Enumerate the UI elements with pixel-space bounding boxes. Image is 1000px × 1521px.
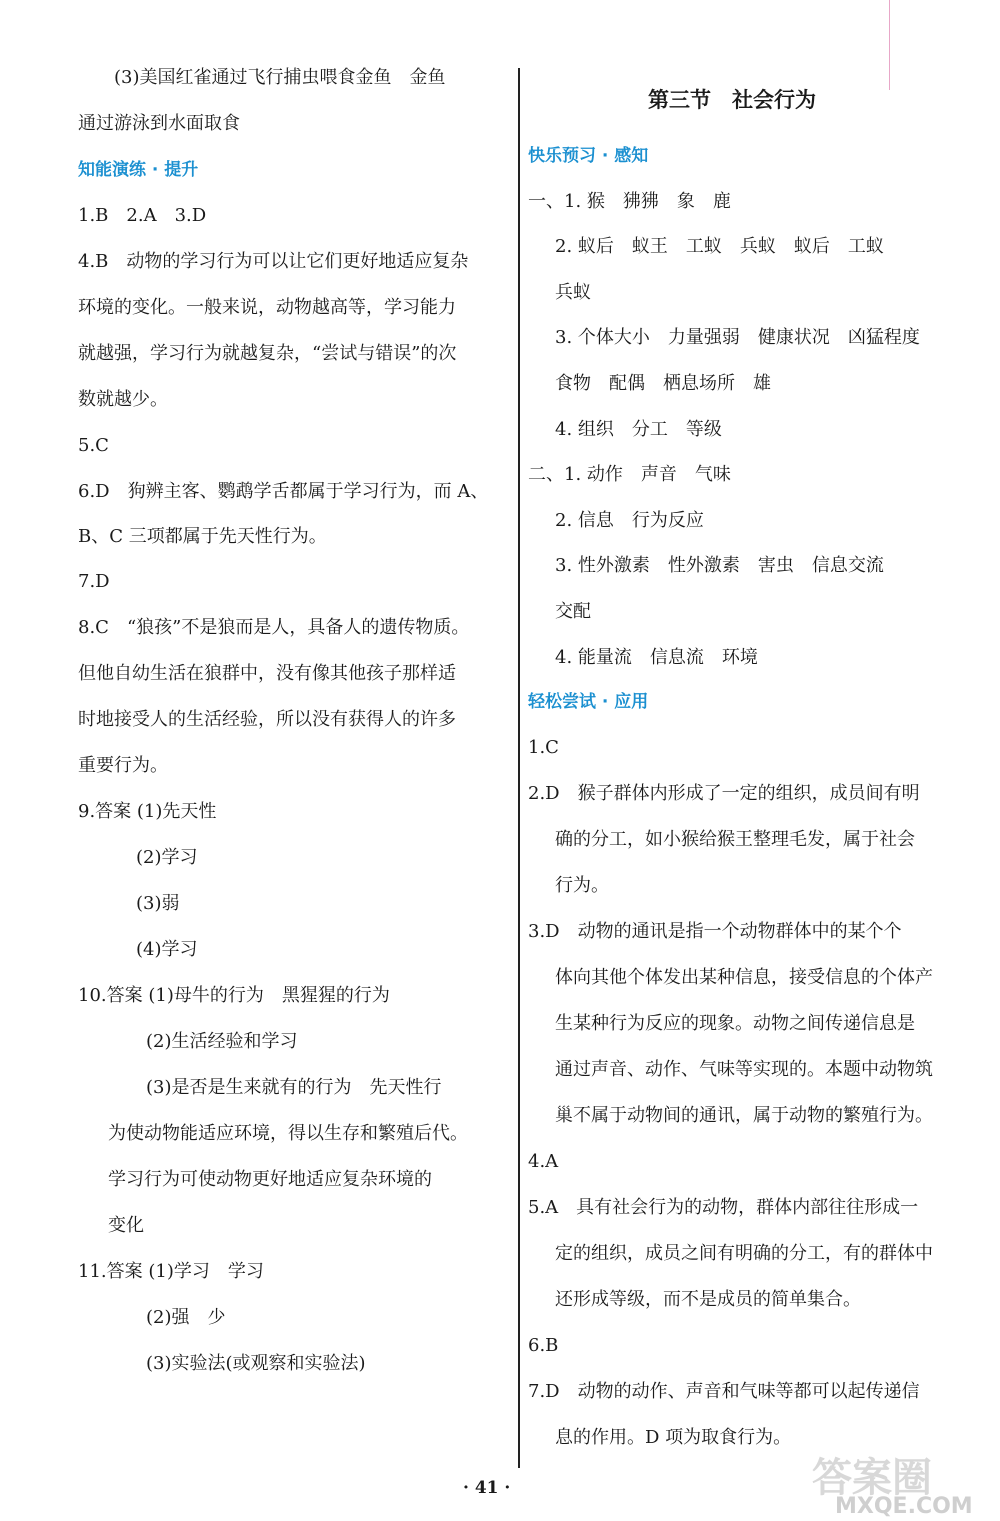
answer-line: 11.答案 (1)学习 学习 [78, 1261, 264, 1282]
answer-line: 4. 组织 分工 等级 [555, 419, 722, 440]
answer-line: 通过游泳到水面取食 [78, 113, 240, 134]
answer-line: 5.A 具有社会行为的动物，群体内部往往形成一 [528, 1197, 919, 1218]
answer-line: 兵蚁 [555, 282, 591, 303]
answer-line: (3)美国红雀通过飞行捕虫喂食金鱼 金鱼 [114, 67, 446, 88]
answer-line: 7.D [78, 571, 110, 592]
answer-line: (3)实验法(或观察和实验法) [146, 1353, 366, 1374]
answer-line: 行为。 [555, 875, 609, 896]
watermark-logo: 答案圈 [812, 1455, 932, 1501]
answer-line: 数就越少。 [78, 389, 168, 410]
answer-line: 学习行为可使动物更好地适应复杂环境的 [108, 1169, 432, 1190]
page-number: · 41 · [463, 1478, 511, 1498]
answer-line: 食物 配偶 栖息场所 雄 [555, 373, 771, 394]
answer-line: 4. 能量流 信息流 环境 [555, 647, 758, 668]
answer-line: 确的分工，如小猴给猴王整理毛发，属于社会 [555, 829, 915, 850]
answer-line: 就越强，学习行为就越复杂，“尝试与错误”的次 [78, 343, 457, 364]
answer-line: 体向其他个体发出某种信息，接受信息的个体产 [555, 967, 933, 988]
section-heading: 轻松尝试 · 应用 [528, 692, 649, 712]
section-heading: 知能演练 · 提升 [78, 160, 199, 180]
answer-line: 6.B [528, 1335, 559, 1356]
answer-line: 变化 [108, 1215, 144, 1236]
answer-line: 但他自幼生活在狼群中，没有像其他孩子那样适 [78, 663, 456, 684]
answer-line: 4.B 动物的学习行为可以让它们更好地适应复杂 [78, 251, 469, 272]
answer-line: 定的组织，成员之间有明确的分工，有的群体中 [555, 1243, 933, 1264]
answer-line: 通过声音、动作、气味等实现的。本题中动物筑 [555, 1059, 933, 1080]
answer-line: (2)学习 [136, 847, 198, 868]
section-title: 第三节 社会行为 [648, 88, 816, 112]
answer-line: 巢不属于动物间的通讯，属于动物的繁殖行为。 [555, 1105, 933, 1126]
answer-line: 10.答案 (1)母牛的行为 黑猩猩的行为 [78, 985, 390, 1006]
answer-line: 8.C “狼孩”不是狼而是人，具备人的遗传物质。 [78, 617, 470, 638]
answer-line: 交配 [555, 601, 591, 622]
answer-line: 时地接受人的生活经验，所以没有获得人的许多 [78, 709, 456, 730]
answer-line: (3)弱 [136, 893, 180, 914]
answer-line: 还形成等级，而不是成员的简单集合。 [555, 1289, 861, 1310]
answer-line: 4.A [528, 1151, 559, 1172]
column-divider [518, 68, 520, 1468]
answer-line: 9.答案 (1)先天性 [78, 801, 217, 822]
section-heading: 快乐预习 · 感知 [528, 146, 649, 166]
answer-line: 5.C [78, 435, 109, 456]
answer-line: 2.D 猴子群体内形成了一定的组织，成员间有明 [528, 783, 920, 804]
answer-line: 1.B 2.A 3.D [78, 205, 207, 226]
answer-line: (2)生活经验和学习 [146, 1031, 298, 1052]
answer-line: 为使动物能适应环境，得以生存和繁殖后代。 [108, 1123, 468, 1144]
answer-line: 3. 性外激素 性外激素 害虫 信息交流 [555, 555, 884, 576]
answer-line: (4)学习 [136, 939, 198, 960]
answer-line: 重要行为。 [78, 755, 168, 776]
answer-line: 1.C [528, 737, 559, 758]
answer-line: 一、1. 猴 狒狒 象 鹿 [528, 191, 731, 212]
answer-line: 6.D 狗辨主客、鹦鹉学舌都属于学习行为，而 A、 [78, 481, 489, 502]
answer-line: 二、1. 动作 声音 气味 [528, 464, 731, 485]
page-edge-mark [889, 0, 890, 90]
answer-line: 环境的变化。一般来说，动物越高等，学习能力 [78, 297, 456, 318]
answer-line: 7.D 动物的动作、声音和气味等都可以起传递信 [528, 1381, 920, 1402]
answer-line: 生某种行为反应的现象。动物之间传递信息是 [555, 1013, 915, 1034]
answer-line: 3. 个体大小 力量强弱 健康状况 凶猛程度 [555, 327, 920, 348]
answer-line: 3.D 动物的通讯是指一个动物群体中的某个个 [528, 921, 902, 942]
watermark-url: MXQE.COM [835, 1494, 973, 1519]
answer-line: 息的作用。D 项为取食行为。 [555, 1427, 792, 1448]
answer-line: 2. 信息 行为反应 [555, 510, 704, 531]
answer-line: B、C 三项都属于先天性行为。 [78, 526, 327, 547]
answer-line: (2)强 少 [146, 1307, 226, 1328]
answer-line: (3)是否是生来就有的行为 先天性行 [146, 1077, 442, 1098]
answer-line: 2. 蚁后 蚁王 工蚁 兵蚁 蚁后 工蚁 [555, 236, 884, 257]
